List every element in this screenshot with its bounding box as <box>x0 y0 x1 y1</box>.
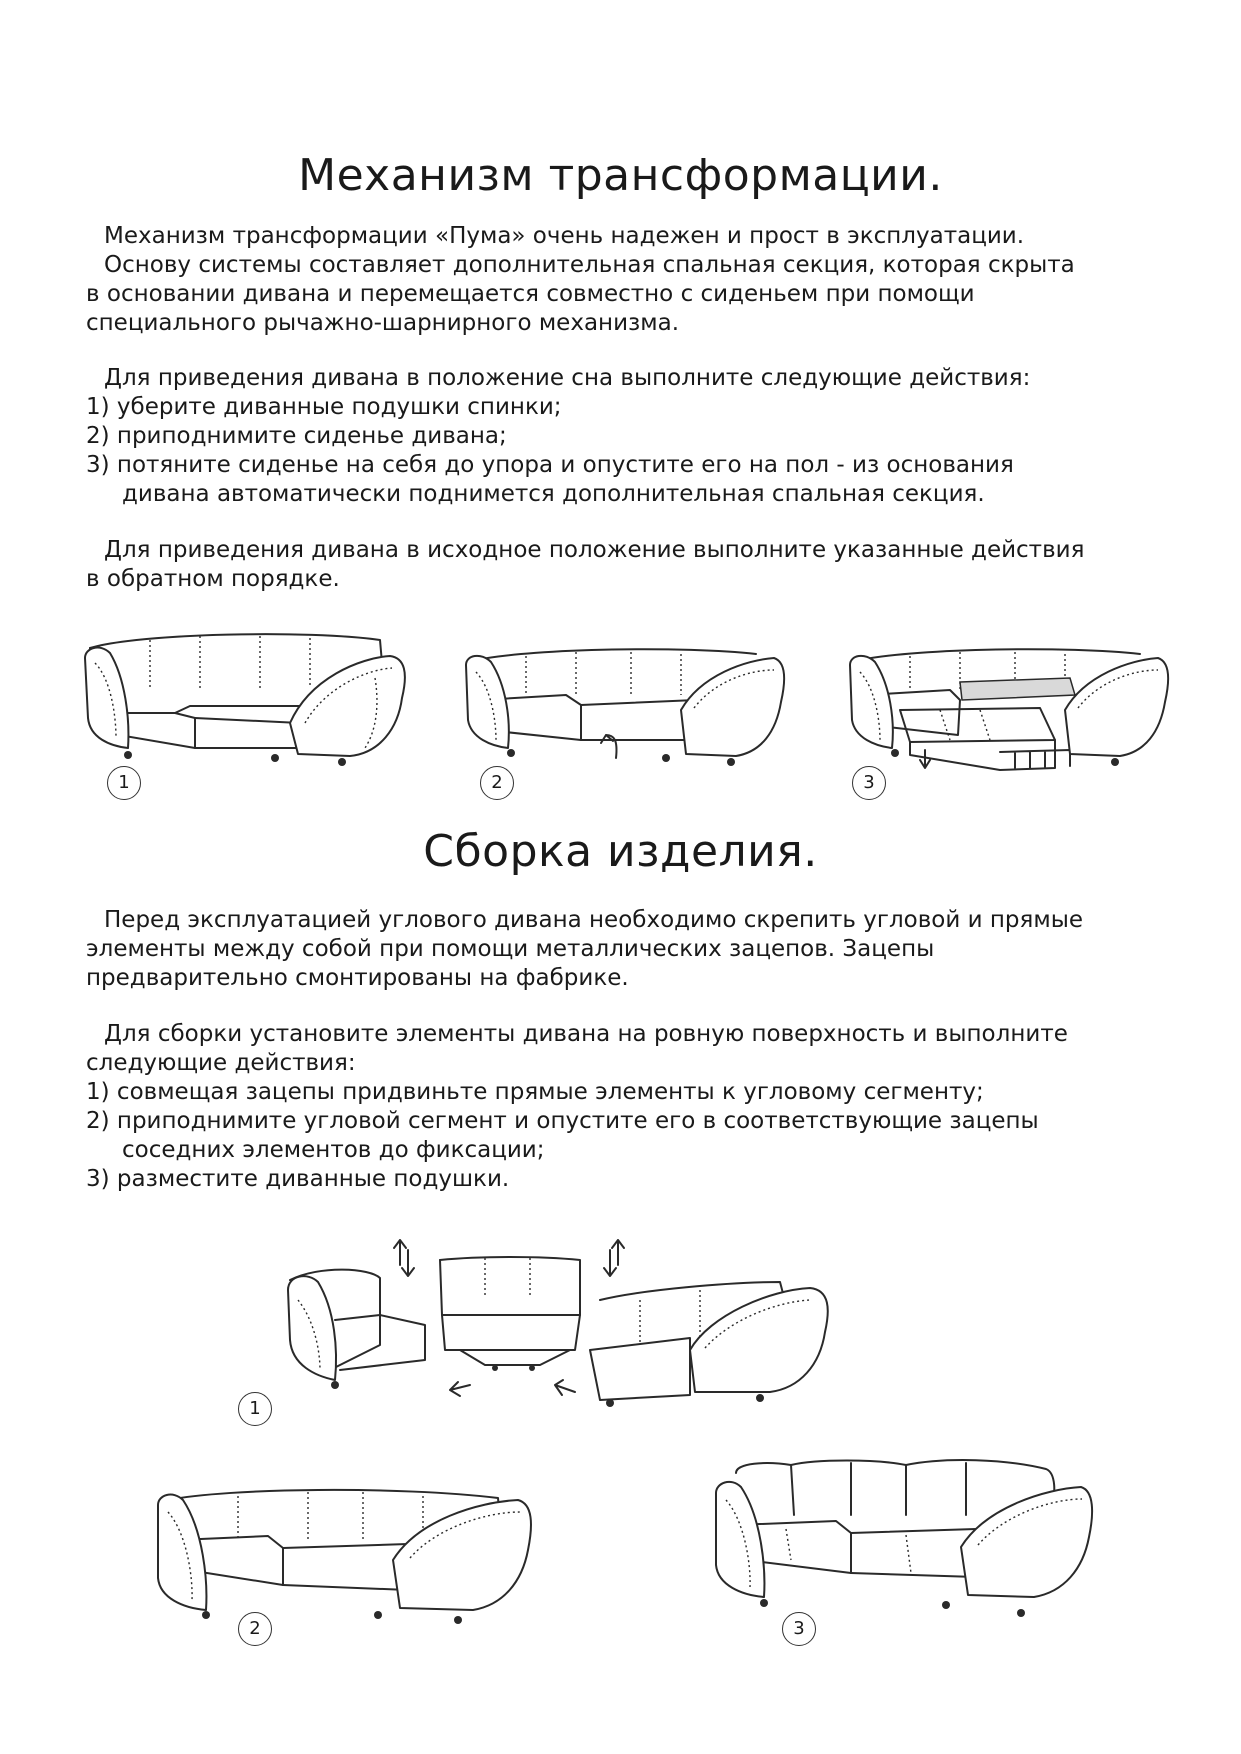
sleep-steps <box>86 364 1176 509</box>
figure-number-1: 1 <box>107 766 141 800</box>
sofa-unfolded-illustration <box>840 640 1170 780</box>
text-line: Для приведения дивана в положение сна выполните следующие действия: <box>104 365 1031 391</box>
assembled-sofa-no-cushions-illustration <box>148 1470 538 1630</box>
text-line: специального рычажно-шарнирного механизма. <box>86 310 680 336</box>
step-item: 1) уберите диванные подушки спинки; <box>86 394 562 420</box>
step-item: 2) приподнимите сиденье дивана; <box>86 423 507 449</box>
text-line: Перед эксплуатацией углового дивана необходимо скрепить угловой и прямые <box>104 907 1084 933</box>
text-line: следующие действия: <box>86 1050 356 1076</box>
text-line: элементы между собой при помощи металлических зацепов. Зацепы <box>86 936 935 962</box>
text-line: Для приведения дивана в исходное положение выполните указанные действия <box>104 537 1085 563</box>
text-line: в обратном порядке. <box>86 566 340 592</box>
completed-sofa-illustration <box>706 1455 1096 1630</box>
reverse-paragraph <box>86 536 1176 594</box>
step-item: 1) совмещая зацепы придвиньте прямые элементы к угловому сегменту; <box>86 1079 984 1105</box>
intro-paragraph <box>86 222 1176 338</box>
text-line: Основу системы составляет дополнительная спальная секция, которая скрыта <box>104 252 1075 278</box>
section-title-assembly: Сборка изделия. <box>423 826 818 877</box>
assembly-steps <box>86 1020 1176 1194</box>
step-item: 3) разместите диванные подушки. <box>86 1166 510 1192</box>
section-title-transformation: Механизм трансформации. <box>298 150 943 201</box>
step-item: 3) потяните сиденье на себя до упора и опустите его на пол - из основания <box>86 452 1014 478</box>
step-item-continuation: дивана автоматически поднимется дополнительная спальная секция. <box>122 481 985 507</box>
assembly-intro-paragraph <box>86 906 1176 993</box>
text-line: в основании дивана и перемещается совместно с сиденьем при помощи <box>86 281 975 307</box>
text-line: Для сборки установите элементы дивана на ровную поверхность и выполните <box>104 1021 1068 1047</box>
text-line: предварительно смонтированы на фабрике. <box>86 965 629 991</box>
step-item: 2) приподнимите угловой сегмент и опустите его в соответствующие зацепы <box>86 1108 1039 1134</box>
sofa-seat-raised-illustration <box>456 640 786 770</box>
figure-number-3: 3 <box>852 766 886 800</box>
sofa-closed-illustration <box>80 618 410 768</box>
assembly-figure-number-1: 1 <box>238 1392 272 1426</box>
assembly-figure-number-2: 2 <box>238 1612 272 1646</box>
figure-number-2: 2 <box>480 766 514 800</box>
assembly-figure-number-3: 3 <box>782 1612 816 1646</box>
assembly-elements-separated-illustration <box>280 1220 840 1410</box>
step-item-continuation: соседних элементов до фиксации; <box>122 1137 545 1163</box>
text-line: Механизм трансформации «Пума» очень надежен и прост в эксплуатации. <box>104 223 1025 249</box>
